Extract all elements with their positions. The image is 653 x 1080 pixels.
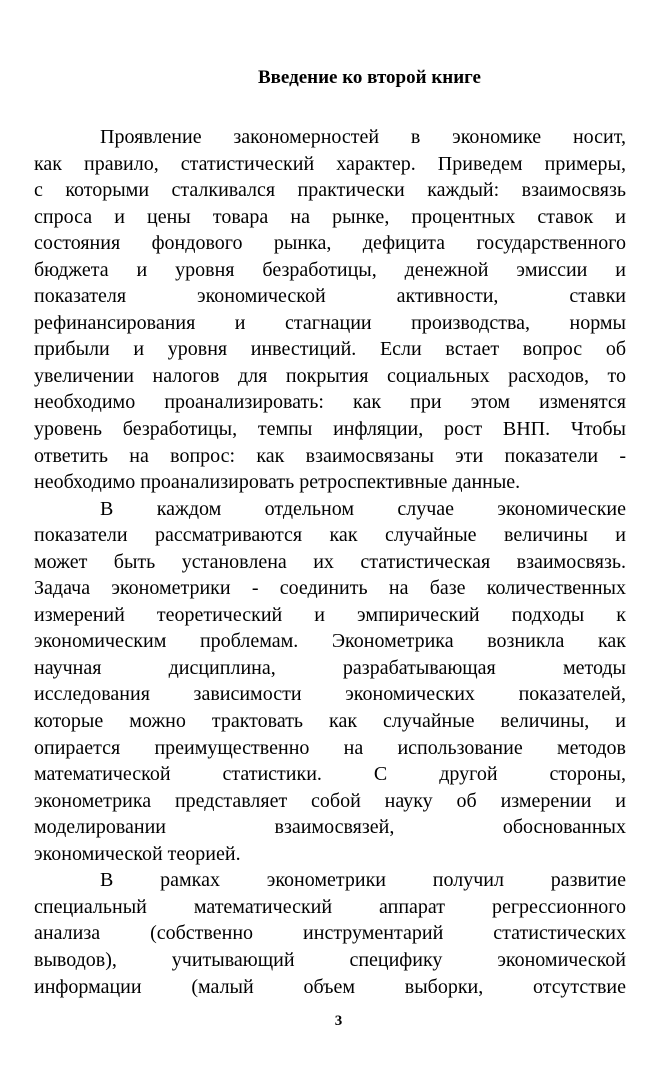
text-line: выводов), учитывающий специфику экономической <box>34 948 626 971</box>
text-line: может быть установлена их статистическая взаимосвязь. <box>34 550 626 573</box>
text-line: состояния фондового рынка, дефицита государственного <box>34 232 626 255</box>
text-line: научная дисциплина, разрабатывающая методы <box>34 656 626 679</box>
text-line: Задача эконометрики - соединить на базе количественных <box>34 577 626 600</box>
text-line: увеличении налогов для покрытия социальных расходов, то <box>34 364 626 387</box>
text-line: моделировании взаимосвязей, обоснованных <box>34 816 626 839</box>
text-line: В каждом отдельном случае экономические <box>100 497 626 520</box>
text-line: экономической теорией. <box>34 842 241 865</box>
body-text <box>34 124 626 1000</box>
text-line: опирается преимущественно на использование методов <box>34 736 626 759</box>
text-line: экономическим проблемам. Эконометрика возникла как <box>34 630 626 653</box>
text-line: показатели рассматриваются как случайные величины и <box>34 524 626 547</box>
text-line: прибыли и уровня инвестиций. Если встает вопрос об <box>34 338 626 361</box>
text-line: с которыми сталкивался практически каждый: взаимосвязь <box>34 179 626 202</box>
text-line: уровень безработицы, темпы инфляции, рост ВНП. Чтобы <box>34 418 626 441</box>
text-line: Проявление закономерностей в экономике носит, <box>100 126 626 148</box>
text-line: бюджета и уровня безработицы, денежной эмиссии и <box>34 258 626 281</box>
text-line: исследования зависимости экономических показателей, <box>34 683 626 706</box>
text-line: как правило, статистический характер. Приведем примеры, <box>34 152 626 175</box>
text-line: специальный математический аппарат регрессионного <box>34 895 626 918</box>
text-line: показателя экономической активности, ставки <box>34 285 626 308</box>
text-line: спроса и цены товара на рынке, процентных ставок и <box>34 205 626 228</box>
text-line: рефинансирования и стагнации производства, нормы <box>34 311 626 334</box>
text-line: ответить на вопрос: как взаимосвязаны эти показатели - <box>34 444 626 467</box>
text-line: В рамках эконометрики получил развитие <box>100 869 626 892</box>
text-line: математической статистики. С другой стороны, <box>34 763 626 786</box>
text-line: эконометрика представляет собой науку об измерении и <box>34 789 626 812</box>
text-line: необходимо проанализировать ретроспективные данные. <box>34 471 521 494</box>
page-number: 3 <box>334 1013 343 1029</box>
text-line: измерений теоретический и эмпирический подходы к <box>34 603 626 626</box>
text-line: информации (малый объем выборки, отсутствие <box>34 975 626 998</box>
text-line: необходимо проанализировать: как при этом изменятся <box>34 391 626 414</box>
text-line: которые можно трактовать как случайные величины, и <box>34 710 626 733</box>
text-line: анализа (собственно инструментарий статистических <box>34 922 626 945</box>
page-title: Введение ко второй книге <box>258 67 481 88</box>
